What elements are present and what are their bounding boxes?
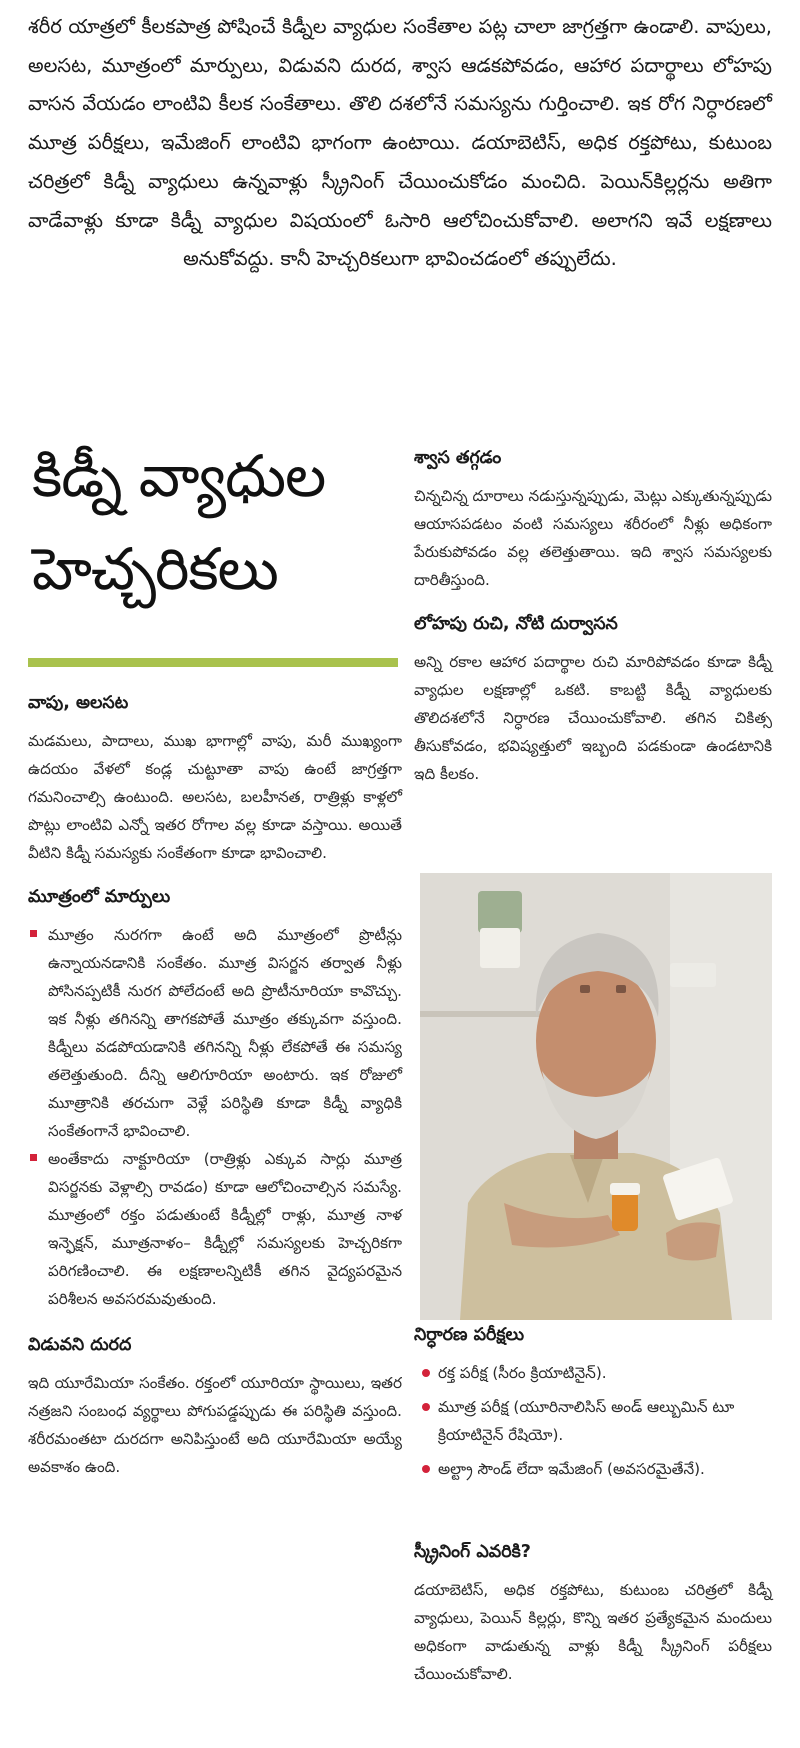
test-text: మూత్ర పరీక్ష (యూరినాలిసిస్ అండ్ ఆల్బుమిన్ టూ క్రియాటినైన్ రేషియో). — [438, 1398, 735, 1444]
bullet-text: అంతేకాదు నాక్టూరియా (రాత్రిళ్లు ఎక్కువ సార్లు మూత్ర విసర్జనకు వెళ్లాల్సి రావడం) కూడా ఆలోచించాల్సిన సమస్యే. మూత్రంలో రక్తం పడుతుంటే కిడ్నీల్లో రాళ్లు, మూత్ర నాళ ఇన్ఫెక్షన్, మూత్రనాళం– కిడ్నీల్లో సమస్యలకు హెచ్చరికగా పరిగణించాలి. ఈ లక్షణాలన్నిటికీ తగిన వైద్యపరమైన పరిశీలన అవసరమవుతుంది. — [48, 1150, 402, 1308]
section-title: విడువని దురద — [28, 1335, 132, 1355]
section-title: నిర్ధారణ పరీక్షలు — [414, 1325, 525, 1345]
section-body: చిన్నచిన్న దూరాలు నడుస్తున్నప్పుడు, మెట్లు ఎక్కుతున్నప్పుడు ఆయాసపడటం వంటి సమస్యలు శరీరంలో నీళ్లు అధికంగా పేరుకుపోవడం వల్ల తలెత్తుతాయి. ఇది శ్వాస సమస్యలకు దారితీస్తుంది. — [414, 487, 772, 589]
section-body: మడమలు, పాదాలు, ముఖ భాగాల్లో వాపు, మరీ ముఖ్యంగా ఉదయం వేళలో కండ్ల చుట్టూతా వాపు ఉంటే జాగ్రత్తగా గమనించాల్సి ఉంటుంది. అలసట, బలహీనత, రాత్రిళ్లు కాళ్లలో పొట్లు లాంటివి ఎన్నో ఇతర రోగాల వల్ల కూడా వస్తాయి. అయితే వీటిని కిడ్నీ సమస్యకు సంకేతంగా కూడా భావించాలి. — [28, 732, 402, 862]
section-metallic-taste — [414, 614, 772, 788]
section-title: శ్వాస తగ్గడం — [414, 448, 502, 468]
section-title: స్క్రీనింగ్ ఎవరికి? — [414, 1542, 531, 1562]
test-text: అల్ట్రా సౌండ్ లేదా ఇమేజింగ్ (అవసరమైతేనే). — [438, 1460, 705, 1478]
section-body: ఇది యూరేమియా సంకేతం. రక్తంలో యూరియా స్థాయిలు, ఇతర నత్రజని సంబంధ వ్యర్థాలు పోగుపడ్డప్పుడు ఈ పరిస్థితి వస్తుంది. శరీరమంతటా దురదగా అనిపిస్తుంటే అది యూరేమియా అయ్యే అవకాశం ఉంది. — [28, 1374, 402, 1476]
test-item — [414, 1393, 772, 1449]
bullet-item — [28, 921, 402, 1145]
test-item — [414, 1359, 772, 1387]
section-swelling — [28, 693, 412, 867]
man-reading-medicine-photo — [420, 873, 772, 1320]
section-screening — [414, 1542, 772, 1688]
section-body: డయాబెటిస్, అధిక రక్తపోటు, కుటుంబ చరిత్రలో కిడ్నీ వ్యాధులు, పెయిన్ కిల్లర్లు, కొన్ని ఇతర ప్రత్యేకమైన మందులు అధికంగా వాడుతున్న వాళ్లు కిడ్నీ స్క్రీనింగ్ పరీక్షలు చేయించుకోవాలి. — [414, 1581, 772, 1683]
test-text: రక్త పరీక్ష (సీరం క్రియాటినైన్). — [438, 1364, 607, 1382]
headline-line-1: కిడ్నీ వ్యాధుల — [32, 442, 326, 510]
right-column — [414, 430, 772, 1683]
section-title: వాపు, అలసట — [28, 693, 129, 713]
round-bullet-icon — [422, 1403, 430, 1411]
section-title: మూత్రంలో మార్పులు — [28, 887, 171, 907]
square-bullet-icon — [30, 930, 37, 937]
bullet-text: మూత్రం నురగగా ఉంటే అది మూత్రంలో ప్రొటీన్లు ఉన్నాయనడానికి సంకేతం. మూత్ర విసర్జన తర్వాత నీళ్లు పోసినప్పటికీ నురగ పోలేదంటే అది ప్రొటీనూరియా కావొచ్చు. ఇక నీళ్లు తగినన్ని తాగకపోతే మూత్రం తక్కువగా వస్తుంది. కిడ్నీలు వడపోయడానికి తగినన్ని నీళ్లు లేకపోతే ఈ సమస్య తలెత్తుతుంది. దీన్ని ఆలిగూరియా అంటారు. ఇక రోజులో మూత్రానికి తరచుగా వెళ్లే పరిస్థితి కూడా కిడ్నీ వ్యాధికి సంకేతంగానే భావించాలి. — [48, 926, 402, 1140]
section-itching — [28, 1335, 412, 1481]
section-breathing — [414, 448, 772, 594]
accent-divider — [28, 658, 398, 667]
photo-illustration — [420, 873, 772, 1320]
section-diagnostic-tests — [414, 1325, 772, 1489]
section-body: అన్ని రకాల ఆహార పదార్థాల రుచి మారిపోవడం కూడా కిడ్నీ వ్యాధుల లక్షణాల్లో ఒకటి. కాబట్టి కిడ్నీ వ్యాధులకు తొలిదశలోనే నిర్ధారణ చేయించుకోవాలి. తగిన చికిత్స తీసుకోవడం, భవిష్యత్తులో ఇబ్బంది పడకుండా ఉండటానికి ఇది కీలకం. — [414, 653, 772, 783]
section-urine-changes — [28, 887, 412, 1313]
intro-paragraph: శరీర యాత్రలో కీలకపాత్ర పోషించే కిడ్నీల వ్యాధుల సంకేతాల పట్ల చాలా జాగ్రత్తగా ఉండాలి. వాపులు, అలసట, మూత్రంలో మార్పులు, విడువని దురద, శ్వాస ఆడకపోవడం, ఆహార పదార్థాలు లోహపు వాసన వేయడం లాంటివి కీలక సంకేతాలు. తొలి దశలోనే సమస్యను గుర్తించాలి. ఇక రోగ నిర్ధారణలో మూత్ర పరీక్షలు, ఇమేజింగ్ లాంటివి భాగంగా ఉంటాయి. డయాబెటిస్, అధిక రక్తపోటు, కుటుంబ చరిత్రలో కిడ్నీ వ్యాధులు ఉన్నవాళ్లు స్క్రీనింగ్ చేయించుకోడం మంచిది. పెయిన్‌కిల్లర్లను అతిగా వాడేవాళ్లు కూడా కిడ్నీ వ్యాధుల విషయంలో ఓసారి ఆలోచించుకోవాలి. అలాగని ఇవే లక్షణాలు అనుకోవద్దు. కానీ హెచ్చరికలుగా భావించడంలో తప్పులేదు. — [28, 15, 772, 271]
round-bullet-icon — [422, 1465, 430, 1473]
round-bullet-icon — [422, 1369, 430, 1377]
section-title: లోహపు రుచి, నోటి దుర్వాసన — [414, 614, 618, 634]
test-item — [414, 1455, 772, 1483]
headline-line-2: హెచ్చరికలు — [32, 535, 278, 603]
left-column — [28, 430, 412, 1481]
bullet-item — [28, 1145, 402, 1313]
square-bullet-icon — [30, 1154, 37, 1161]
